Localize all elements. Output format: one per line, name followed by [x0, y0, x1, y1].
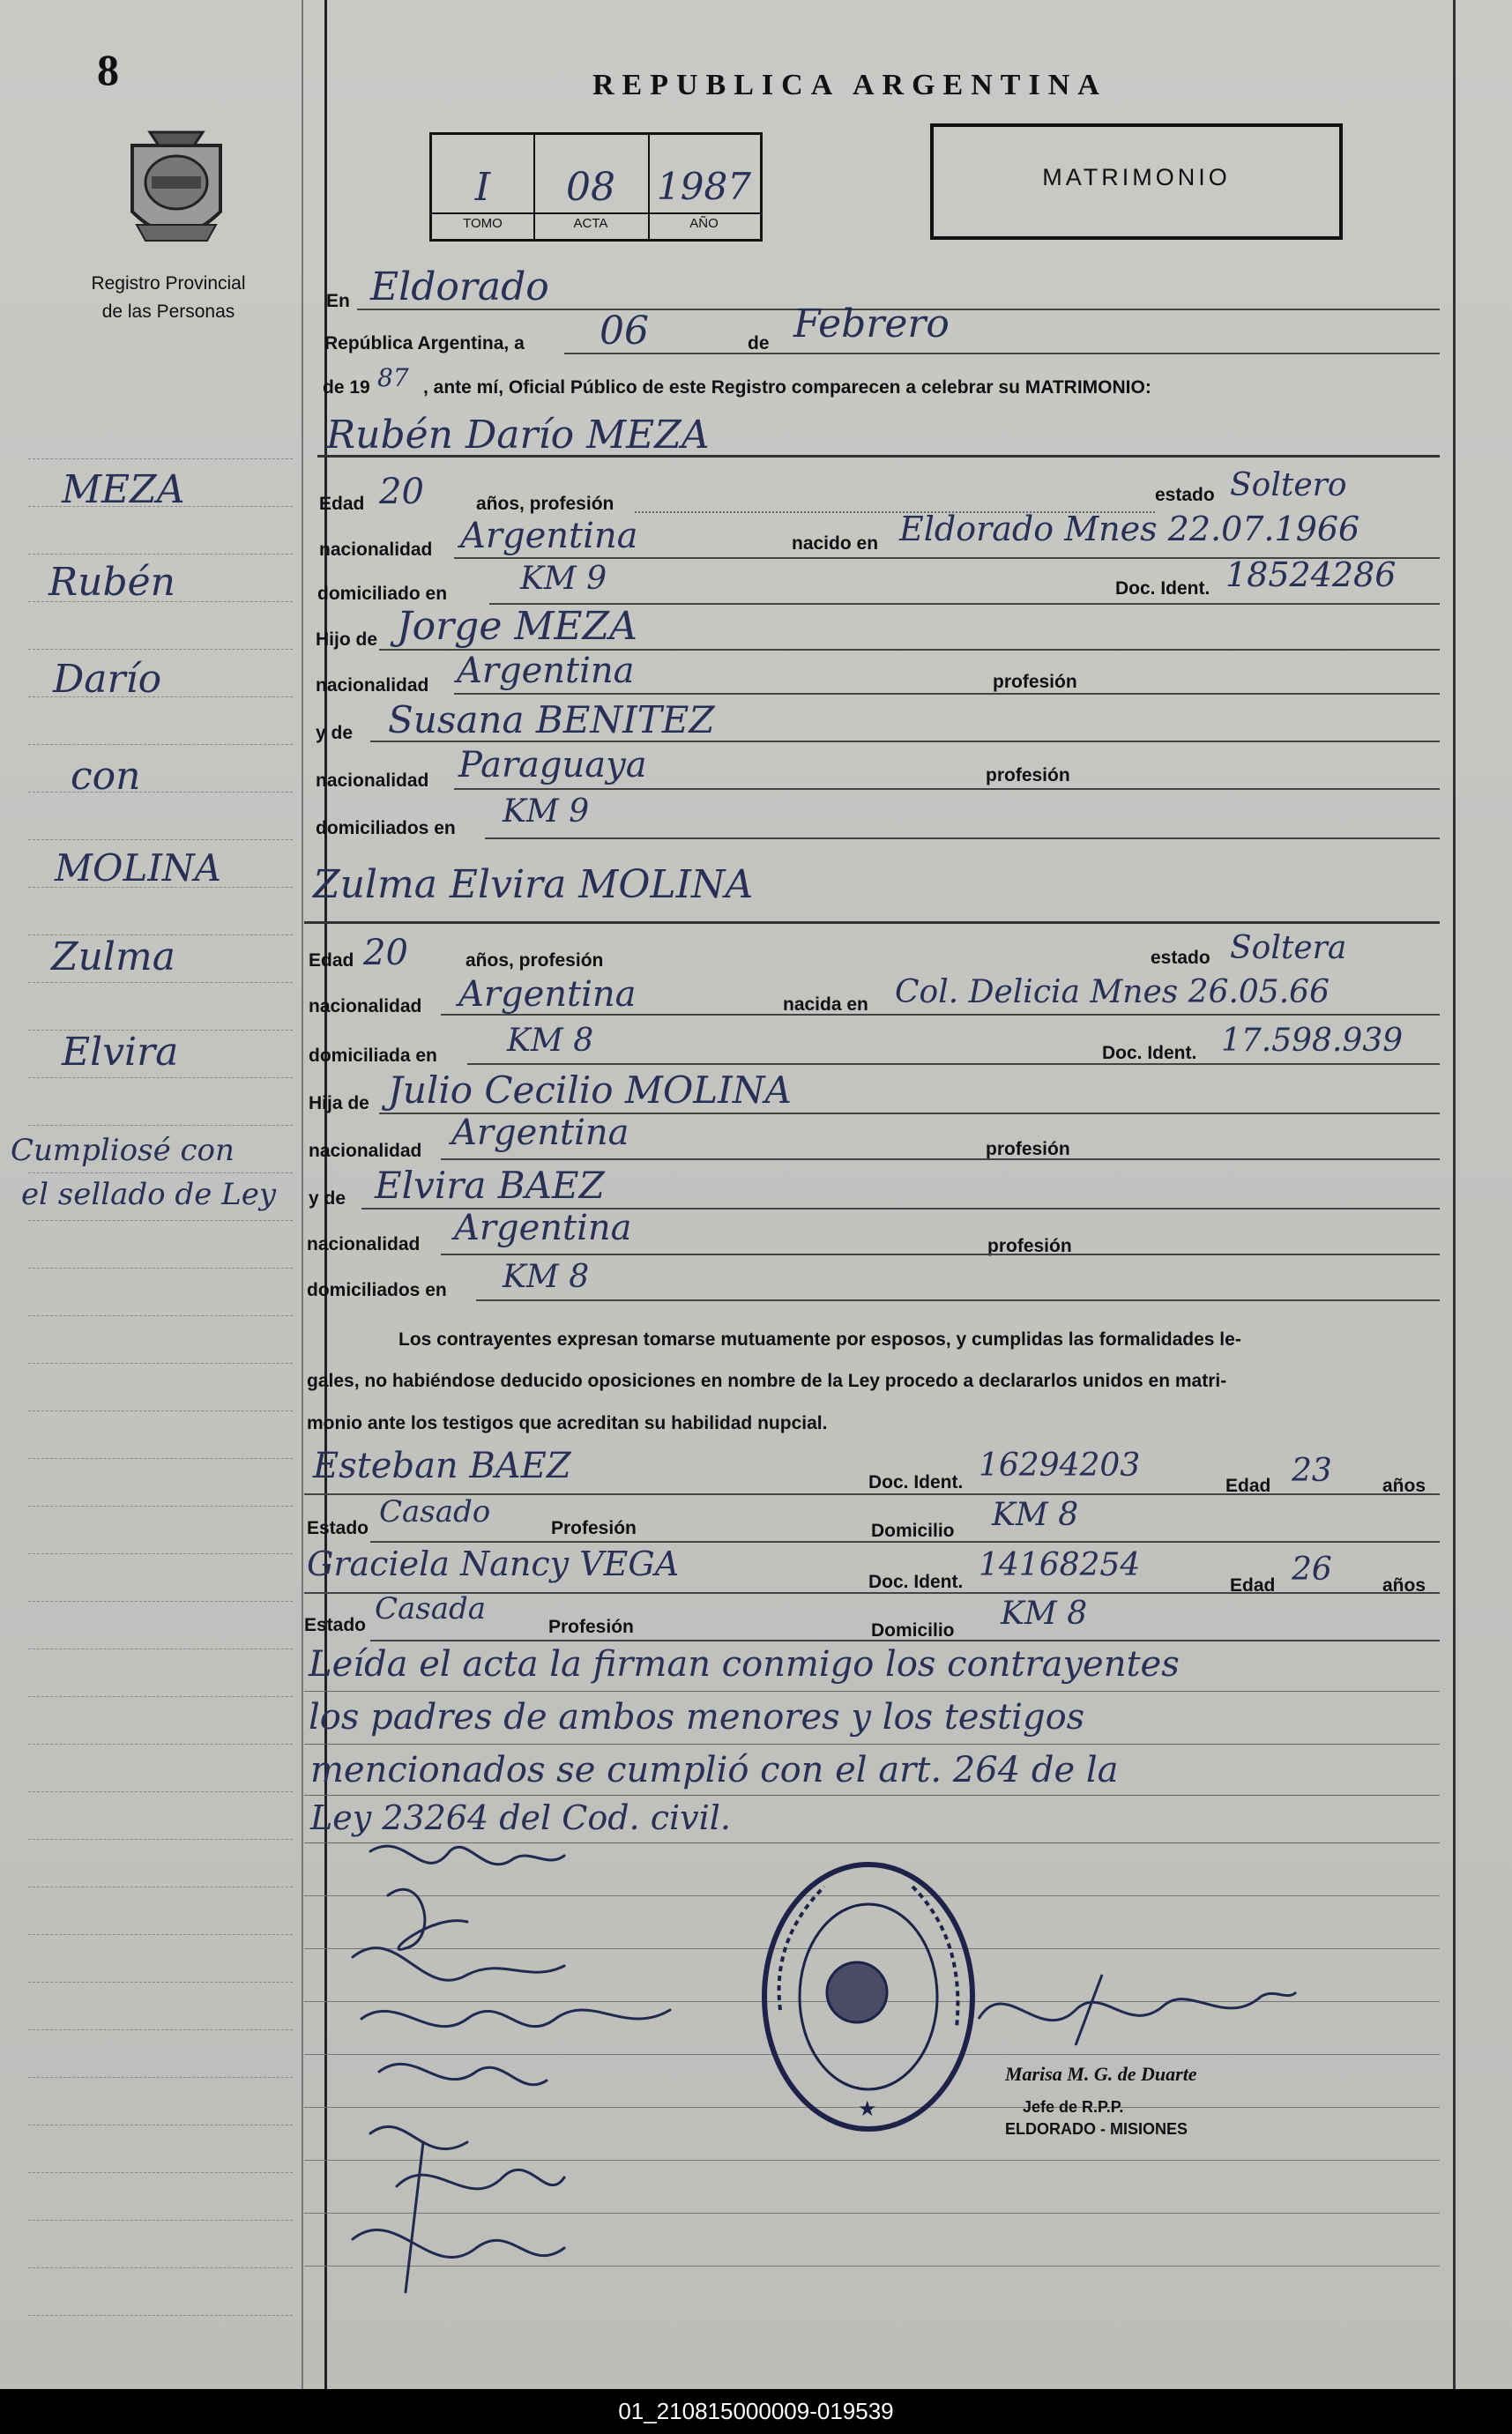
margin-note-stamp-2: el sellado de Ley	[21, 1177, 277, 1212]
coat-of-arms-icon	[123, 128, 229, 260]
bride-nat-label: nacionalidad	[309, 996, 422, 1016]
margin-rule-line	[28, 744, 293, 745]
margin-rule-line	[28, 1268, 293, 1269]
closing-line-4: Ley 23264 del Cod. civil.	[310, 1798, 732, 1837]
bride-name: Zulma Elvira MOLINA	[313, 862, 754, 907]
place-value: Eldorado	[370, 264, 549, 309]
acta-value: 08	[566, 165, 615, 210]
margin-rule-line	[28, 1744, 293, 1745]
groom-age: 20	[379, 472, 424, 512]
margin-rule-line	[28, 792, 293, 793]
margin-rule-line	[28, 2077, 293, 2078]
groom-mother-nat-label: nacionalidad	[316, 770, 429, 791]
groom-father-label: Hijo de	[316, 629, 378, 650]
margin-rule-line	[28, 458, 293, 459]
margin-rule-line	[28, 1696, 293, 1697]
witness-2-age: 26	[1292, 1552, 1332, 1588]
groom-nat-label: nacionalidad	[319, 540, 433, 560]
margin-rule-line	[28, 1458, 293, 1459]
anio-label: AÑO	[689, 216, 719, 231]
bride-nacida-label: nacida en	[783, 994, 868, 1015]
svg-text:★: ★	[858, 2097, 877, 2121]
margin-rule-line	[28, 1934, 293, 1935]
witness-2-prof-label: Profesión	[548, 1617, 634, 1637]
year-suffix: 87	[377, 363, 409, 392]
margin-note-middle-name: Darío	[53, 657, 162, 702]
closing-line-2: los padres de ambos menores y los testigos	[309, 1697, 1085, 1738]
witness-2-doc-label: Doc. Ident.	[868, 1572, 964, 1592]
groom-domicile: KM 9	[520, 561, 607, 597]
witness-1-prof-label: Profesión	[551, 1518, 637, 1538]
witness-1-doc: 16294203	[979, 1448, 1141, 1484]
margin-rule-line	[28, 2172, 293, 2173]
official-stamp-title: Jefe de R.P.P.	[1023, 2098, 1124, 2116]
margin-rule-line	[28, 649, 293, 650]
margin-rule-line	[28, 982, 293, 983]
groom-anios-prof-label: años, profesión	[476, 494, 614, 514]
margin-rule-line	[28, 1982, 293, 1983]
bride-parents-dom-label: domiciliados en	[307, 1280, 447, 1300]
declaration-line-1: Los contrayentes expresan tomarse mutuamente por esposos, y cumplidas las formalidades le-	[398, 1329, 1241, 1350]
groom-birthplace: Eldorado Mnes 22.07.1966	[899, 510, 1360, 548]
margin-rule-line	[28, 2029, 293, 2030]
margin-rule-line	[28, 554, 293, 555]
witness-2-estado-label: Estado	[304, 1615, 367, 1635]
bride-father-prof-label: profesión	[986, 1139, 1070, 1159]
margin-note-stamp-1: Cumpliosé con	[11, 1133, 235, 1168]
witness-2-estado: Casada	[375, 1591, 487, 1626]
officer-signature	[970, 1957, 1305, 2054]
groom-nationality: Argentina	[460, 516, 638, 556]
margin-rule-line	[28, 1315, 293, 1316]
margin-rule-line	[28, 1506, 293, 1507]
margin-rule-line	[28, 1125, 293, 1126]
declaration-line-3: monio ante los testigos que acreditan su habilidad nupcial.	[307, 1413, 828, 1433]
groom-mother-label: y de	[316, 723, 354, 743]
groom-mother-prof-label: profesión	[986, 765, 1070, 785]
de-label: de	[748, 333, 770, 354]
witness-1-estado: Casado	[379, 1494, 491, 1530]
witness-1-domicile: KM 8	[992, 1497, 1079, 1533]
month-value: Febrero	[793, 301, 950, 346]
bride-mother-nat-label: nacionalidad	[307, 1234, 421, 1254]
bride-doc: 17.598.939	[1221, 1023, 1404, 1059]
registry-label-2: de las Personas	[101, 301, 235, 322]
groom-doc-label: Doc. Ident.	[1115, 578, 1210, 599]
official-stamp-place: ELDORADO - MISIONES	[1005, 2120, 1188, 2138]
bride-dom-label: domiciliada en	[309, 1046, 437, 1066]
margin-note-surname: MEZA	[62, 467, 185, 512]
tomo-label: TOMO	[463, 216, 503, 231]
witness-1-edad-label: Edad	[1225, 1476, 1271, 1496]
margin-note-first-name: Rubén	[48, 560, 176, 605]
witness-1-doc-label: Doc. Ident.	[868, 1472, 964, 1492]
acta-label: ACTA	[573, 216, 608, 231]
margin-note-bride-surname: MOLINA	[55, 846, 221, 889]
bride-mother: Elvira BAEZ	[375, 1164, 605, 1207]
tomo-value: I	[474, 165, 491, 210]
margin-note-bride-first: Zulma	[51, 934, 175, 979]
margin-note-con: con	[71, 754, 141, 799]
groom-name: Rubén Darío MEZA	[326, 413, 710, 458]
bride-mother-prof-label: profesión	[987, 1236, 1072, 1256]
bride-doc-label: Doc. Ident.	[1102, 1043, 1197, 1063]
doc-type-label: MATRIMONIO	[1042, 164, 1231, 190]
witness-1-dom-label: Domicilio	[871, 1521, 955, 1541]
witness-1-estado-label: Estado	[307, 1518, 369, 1538]
bride-mother-label: y de	[309, 1188, 346, 1209]
margin-note-bride-middle: Elvira	[62, 1030, 179, 1075]
margin-rule-line	[28, 2220, 293, 2221]
groom-father: Jorge MEZA	[397, 604, 637, 649]
margin-rule-line	[28, 1791, 293, 1792]
groom-mother-nat: Paraguaya	[458, 745, 647, 785]
bride-domicile: KM 8	[507, 1023, 594, 1059]
bride-estado-label: estado	[1151, 948, 1210, 968]
margin-rule-line	[28, 1363, 293, 1364]
groom-dom-label: domiciliado en	[317, 584, 448, 604]
margin-rule-line	[28, 1077, 293, 1078]
margin-rule-line	[28, 1601, 293, 1602]
ante-text: , ante mí, Oficial Público de este Registro comparecen a celebrar su MATRIMONIO:	[423, 377, 1151, 398]
bride-edad-label: Edad	[309, 950, 354, 971]
groom-nacido-label: nacido en	[792, 533, 879, 554]
doc-type-box	[930, 123, 1343, 240]
bride-father-label: Hija de	[309, 1093, 369, 1113]
margin-rule-line	[28, 1553, 293, 1554]
bride-birthplace: Col. Delicia Mnes 26.05.66	[895, 974, 1330, 1010]
witness-2-doc: 14168254	[979, 1547, 1141, 1583]
bride-mother-nat: Argentina	[454, 1208, 632, 1248]
country-title: REPUBLICA ARGENTINA	[592, 69, 1107, 101]
bride-parents-dom: KM 8	[503, 1259, 590, 1295]
right-margin-line	[1453, 0, 1456, 2389]
bride-estado: Soltera	[1230, 930, 1347, 966]
bride-anios-prof-label: años, profesión	[466, 950, 604, 971]
bride-father: Julio Cecilio MOLINA	[388, 1068, 792, 1112]
witness-1-name: Esteban BAEZ	[313, 1446, 571, 1486]
margin-rule-line	[28, 1220, 293, 1221]
witness-2-dom-label: Domicilio	[871, 1620, 955, 1641]
republic-label: República Argentina, a	[324, 333, 525, 354]
margin-rule-line	[28, 1172, 293, 1173]
bride-nationality: Argentina	[458, 974, 637, 1015]
witness-2-anios-label: años	[1382, 1575, 1426, 1596]
year-prefix: de 19	[323, 377, 370, 398]
witness-2-name: Graciela Nancy VEGA	[307, 1545, 680, 1583]
groom-edad-label: Edad	[319, 494, 365, 514]
bride-age: 20	[363, 933, 408, 973]
margin-rule-line	[28, 1839, 293, 1840]
witness-2-domicile: KM 8	[1001, 1596, 1088, 1632]
register-number-box	[429, 132, 763, 242]
official-seal-icon	[754, 1851, 983, 2142]
margin-rule-line	[28, 2267, 293, 2268]
witness-1-anios-label: años	[1382, 1476, 1426, 1496]
anio-value: 1987	[657, 165, 751, 208]
declaration-line-2: gales, no habiéndose deducido oposiciones en nombre de la Ley procedo a declararlos unidos en matri-	[307, 1371, 1227, 1391]
witness-1-age: 23	[1292, 1453, 1332, 1489]
groom-mother: Susana BENITEZ	[388, 698, 715, 741]
image-id-footer: 01_210815000009-019539	[0, 2389, 1512, 2434]
closing-line-1: Leída el acta la firman conmigo los contrayentes	[309, 1644, 1180, 1685]
margin-rule-line	[28, 2315, 293, 2316]
groom-father-prof-label: profesión	[993, 672, 1077, 692]
closing-line-3: mencionados se cumplió con el art. 264 de la	[310, 1750, 1119, 1790]
groom-father-nat: Argentina	[457, 651, 635, 691]
witness-2-edad-label: Edad	[1230, 1575, 1276, 1596]
en-label: En	[326, 291, 350, 311]
bride-father-nat-label: nacionalidad	[309, 1141, 422, 1161]
groom-estado: Soltero	[1230, 467, 1347, 503]
groom-father-nat-label: nacionalidad	[316, 675, 429, 696]
groom-parents-dom-label: domiciliados en	[316, 818, 456, 838]
groom-estado-label: estado	[1155, 485, 1215, 505]
registry-label-1: Registro Provincial	[91, 273, 246, 294]
groom-parents-dom: KM 9	[503, 793, 590, 830]
bride-father-nat: Argentina	[451, 1113, 629, 1153]
groom-doc: 18524286	[1225, 555, 1397, 594]
margin-rule-line	[28, 839, 293, 840]
official-stamp-name: Marisa M. G. de Duarte	[1005, 2063, 1197, 2085]
page-number: 8	[97, 45, 119, 94]
day-value: 06	[600, 309, 649, 354]
